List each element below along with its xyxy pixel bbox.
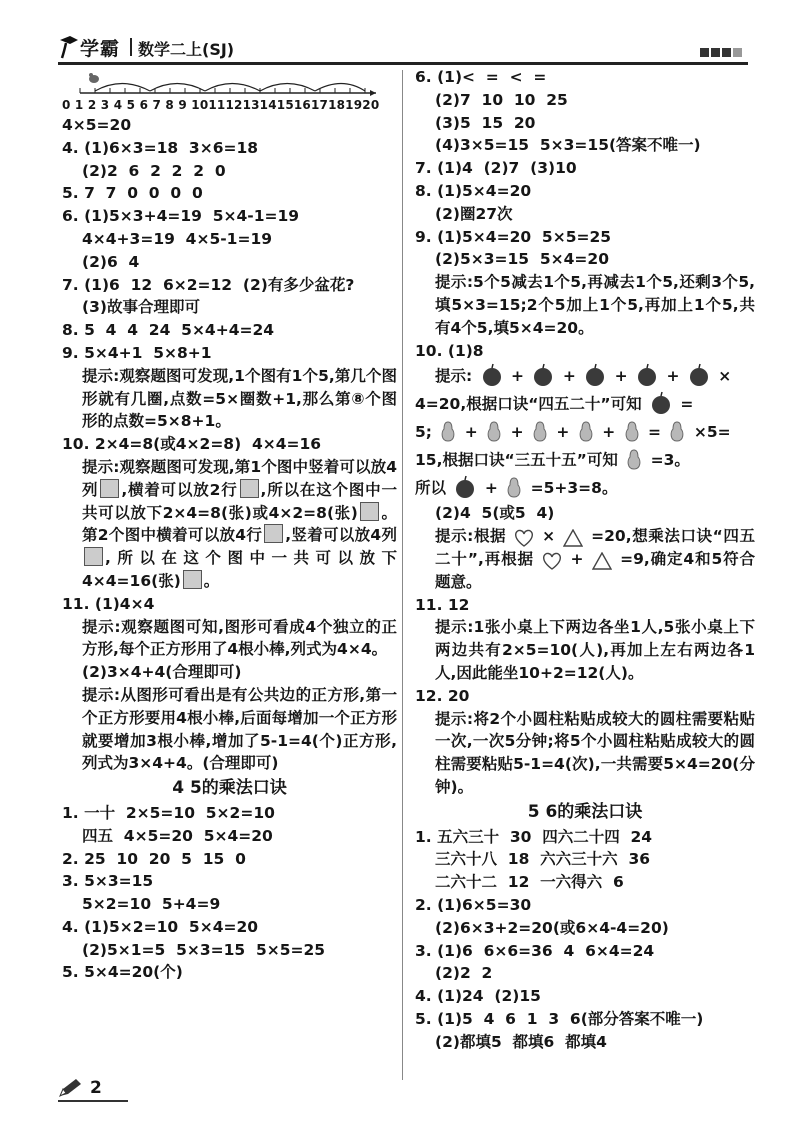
plus-sign: + — [556, 423, 570, 442]
answer-line: 6. (1)< = < = — [415, 68, 547, 86]
pear-icon — [485, 419, 503, 443]
answer-line: (2)6×3+2=20(或6×4-4=20) — [435, 918, 669, 937]
pear-icon — [577, 419, 595, 443]
apple-icon — [583, 363, 607, 387]
answer-line: 1. 一十 2×5=10 5×2=10 — [62, 803, 275, 822]
answer-line: 9. 5×4+1 5×8+1 — [62, 343, 212, 362]
hint-text: ,所以在这个图中一共可以放下4×4=16(张) — [82, 549, 397, 590]
hint-paragraph: 提示:1张小桌上下两边各坐1人,5张小桌上下两边共有2×5=10(人),再加上左右两边各1人,因此能坐10+2=12(人)。 — [435, 618, 755, 682]
page-number: 2 — [90, 1078, 102, 1098]
answer-line: 4×5=20 — [62, 116, 132, 134]
column-divider — [402, 70, 403, 1080]
plus-sign: + — [464, 423, 478, 442]
plus-sign: + — [666, 367, 680, 386]
hint-paragraph: 提示:5个5减去1个5,再减去1个5,还剩3个5,填5×3=15;2个5加上1个5,再加上1个5,共有4个5,填5×4=20。 — [435, 273, 755, 337]
apple-icon — [635, 363, 659, 387]
fruit-hint — [415, 474, 755, 502]
answer-line: (3)故事合理即可 — [82, 298, 200, 317]
answer-line: 5×2=10 5+4=9 — [82, 895, 221, 914]
hint-text: ×5= — [693, 423, 731, 442]
section-title: 4 5的乘法口诀 — [172, 778, 287, 799]
answer-line: (2)7 10 10 25 — [435, 90, 568, 109]
answer-line: (3)5 15 20 — [435, 113, 536, 132]
plus-sign: + — [570, 549, 584, 568]
answer-line: 4. (1)24 (2)15 — [415, 987, 541, 1006]
hint-text: ,横着可以放2行 — [121, 480, 238, 499]
heart-icon — [514, 529, 534, 547]
pencil-icon — [58, 1078, 84, 1098]
card-square-icon — [264, 524, 283, 543]
number-line — [62, 70, 397, 114]
answer-line: 12. 20 — [415, 686, 470, 705]
plus-sign: + — [510, 423, 524, 442]
answer-line: (2)4 5(或5 4) — [435, 504, 555, 523]
header-decoration — [698, 42, 742, 52]
answer-line: 4. (1)5×2=10 5×4=20 — [62, 917, 259, 936]
pear-icon — [531, 419, 549, 443]
plus-sign: + — [484, 479, 498, 498]
answer-line: 8. (1)5×4=20 — [415, 181, 532, 200]
card-square-icon — [240, 479, 259, 498]
frog-icon — [89, 73, 99, 83]
hint-paragraph — [415, 525, 755, 593]
answer-line: 4. (1)6×3=18 3×6=18 — [62, 138, 259, 157]
hint-text: =5+3=8。 — [530, 479, 618, 498]
section-title: 5 6的乘法口诀 — [527, 801, 643, 822]
plus-sign: + — [602, 423, 616, 442]
header-rule — [58, 62, 748, 65]
hint-text: =20,想乘法口诀“四五二十”,再根据 — [435, 527, 756, 568]
answer-line: 7. (1)6 12 6×2=12 (2)有多少盆花? — [62, 275, 355, 294]
hint-text: 。第2个图中横着可以放4行 — [82, 503, 397, 545]
answer-line: 11. 12 — [415, 595, 470, 614]
hint-paragraph: 提示:观察题图可知,图形可看成4个独立的正方形,每个正方形用了4根小棒,列式为4×4。 — [82, 617, 397, 659]
hint-text: ,所以在这个图中一共可以放下2×4=8(张)或4×2=8(张) — [82, 480, 397, 522]
answer-line: (2)5×3=15 5×4=20 — [435, 250, 609, 269]
answer-line: 1. 五六三十 30 四六二十四 24 — [415, 827, 653, 846]
answer-line: 9. (1)5×4=20 5×5=25 — [415, 227, 612, 246]
brand-name: 学霸 — [80, 38, 121, 60]
hint-text: =9,确定4和5符合题意。 — [435, 549, 756, 591]
answer-line: 11. (1)4×4 — [62, 594, 155, 613]
hint-text: 提示:观察题图可发现,第1个图中竖着可以放4列 — [82, 457, 397, 499]
hint-text: 。 — [203, 571, 220, 590]
answer-line: (2)6 4 — [82, 252, 140, 271]
answer-line: (2)5×1=5 5×3=15 5×5=25 — [82, 940, 326, 959]
hint-paragraph — [62, 456, 397, 593]
triangle-icon — [563, 529, 583, 547]
answer-line: 3. 5×3=15 — [62, 872, 154, 891]
answer-line: 三六十八 18 六六三十六 36 — [435, 850, 651, 869]
answer-line: 10. (1)8 — [415, 341, 484, 360]
times-sign: × — [718, 367, 732, 386]
answer-line: (2)圈27次 — [435, 204, 513, 223]
heart-icon — [542, 552, 562, 570]
left-column — [62, 66, 397, 984]
plus-sign: + — [614, 367, 628, 386]
apple-icon — [649, 391, 673, 415]
hint-text: 所以 — [415, 479, 447, 498]
answer-line: 4×4+3=19 4×5-1=19 — [82, 229, 273, 248]
footer-rule — [58, 1100, 128, 1102]
answer-line: 3. (1)6 6×6=36 4 6×4=24 — [415, 941, 655, 960]
pear-icon — [625, 447, 643, 471]
answer-line: (2)3×4+4(合理即可) — [82, 663, 242, 682]
apple-icon — [531, 363, 555, 387]
hint-text: 15,根据口诀“三五十五”可知 — [415, 451, 618, 470]
hint-text: =3。 — [650, 451, 690, 470]
number-line-labels: 0 1 2 3 4 5 6 7 8 9 1011121314151617181920 — [62, 98, 380, 112]
header-divider — [130, 38, 132, 56]
answer-line: 2. (1)6×5=30 — [415, 895, 532, 914]
fruit-hint — [415, 446, 755, 474]
answer-line: 二六十二 12 一六得六 6 — [435, 873, 624, 892]
apple-icon — [453, 475, 477, 499]
answer-line: 8. 5 4 4 24 5×4+4=24 — [62, 321, 275, 340]
answer-line: 5. 7 7 0 0 0 0 — [62, 184, 203, 203]
pear-icon — [439, 419, 457, 443]
pear-icon — [668, 419, 686, 443]
right-column — [415, 66, 755, 1053]
hint-text: ,竖着可以放4列 — [285, 526, 397, 545]
answer-line: (4)3×5=15 5×3=15(答案不唯一) — [435, 136, 701, 155]
graduation-cap-icon — [58, 34, 78, 60]
equals-sign: = — [648, 423, 662, 442]
hint-paragraph: 提示:观察题图可发现,1个图有1个5,第几个图形就有几圈,点数=5×圈数+1,那么第⑧个图形的点数=5×8+1。 — [82, 366, 397, 431]
hint-text: 5; — [415, 423, 432, 442]
card-square-icon — [84, 547, 103, 566]
times-sign: × — [542, 527, 556, 546]
answer-line: 5. (1)5 4 6 1 3 6(部分答案不唯一) — [415, 1009, 704, 1028]
fruit-hint — [415, 362, 755, 390]
hint-paragraph: 提示:将2个小圆柱粘贴成较大的圆柱需要粘贴一次,一次5分钟;将5个小圆柱粘贴成较大的圆柱需要粘贴5-1=4(次),一共需要5×4=20(分钟)。 — [435, 709, 755, 796]
equals-sign: = — [680, 395, 694, 414]
card-square-icon — [100, 479, 119, 498]
answer-line: (2)2 2 — [435, 964, 493, 983]
triangle-icon — [592, 552, 612, 570]
answer-line: 6. (1)5×3+4=19 5×4-1=19 — [62, 207, 300, 226]
answer-line: 7. (1)4 (2)7 (3)10 — [415, 159, 577, 178]
hint-text: 4=20,根据口诀“四五二十”可知 — [415, 395, 642, 414]
fruit-hint — [415, 418, 755, 446]
pear-icon — [623, 419, 641, 443]
hint-text: 提示:根据 — [435, 527, 507, 546]
plus-sign: + — [562, 367, 576, 386]
hint-paragraph: 提示:从图形可看出是有公共边的正方形,第一个正方形要用4根小棒,后面每增加一个正方形就要增加3根小棒,增加了5-1=4(个)正方形,列式为3×4+4。(合理即可) — [82, 685, 397, 773]
answer-line: (2)2 6 2 2 2 0 — [82, 161, 226, 180]
card-square-icon — [183, 570, 202, 589]
answer-line: 2. 25 10 20 5 15 0 — [62, 849, 246, 868]
answer-line: (2)都填5 都填6 都填4 — [435, 1032, 607, 1051]
card-square-icon — [360, 502, 379, 521]
pear-icon — [505, 475, 523, 499]
fruit-hint — [415, 390, 755, 418]
hint-label: 提示: — [435, 367, 473, 386]
subject-title: 数学二上(SJ) — [138, 40, 235, 59]
apple-icon — [687, 363, 711, 387]
answer-line: 5. 5×4=20(个) — [62, 963, 183, 982]
apple-icon — [480, 363, 504, 387]
answer-line: 10. 2×4=8(或4×2=8) 4×4=16 — [62, 435, 322, 454]
answer-line: 四五 4×5=20 5×4=20 — [82, 826, 273, 845]
plus-sign: + — [511, 367, 525, 386]
